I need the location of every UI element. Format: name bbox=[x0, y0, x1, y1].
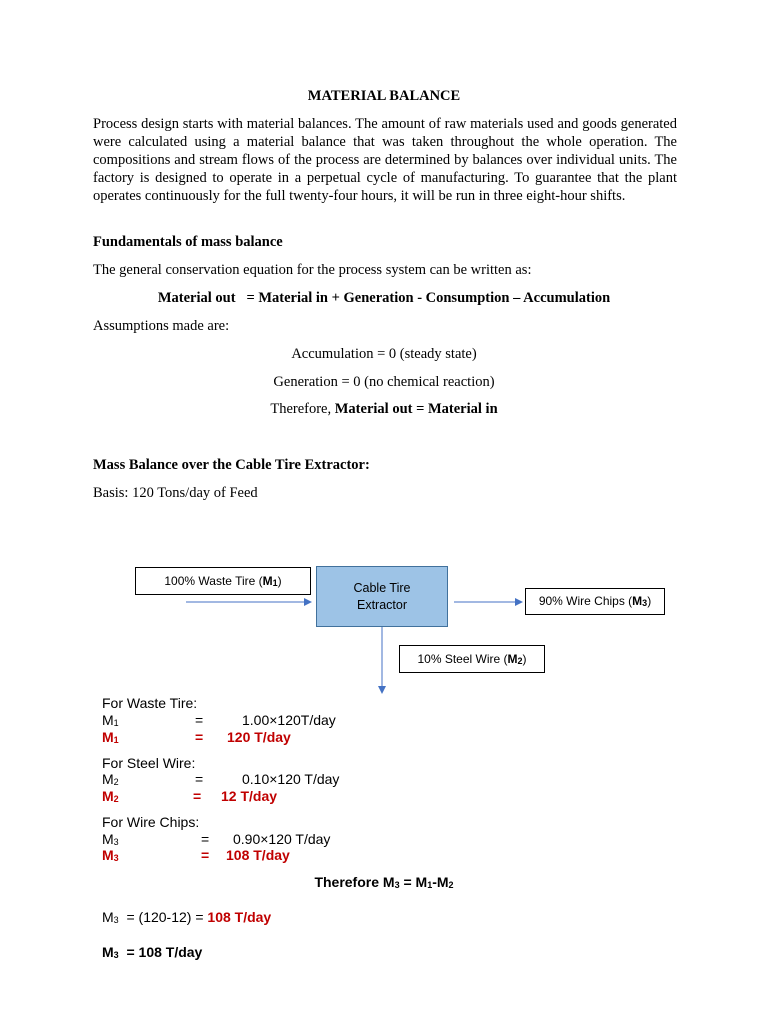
wire-chips-result-var: $M_3$ bbox=[102, 847, 119, 863]
basis-text: Basis: 120 Tons/day of Feed bbox=[93, 485, 258, 501]
wire-chips-var: $M_3$ bbox=[102, 831, 119, 847]
steel-wire-result-var: $M_2$ bbox=[102, 788, 119, 804]
steel-wire-var: $M_2$ bbox=[102, 771, 119, 787]
wire-chips-heading: For Wire Chips: bbox=[102, 814, 200, 830]
output1-var: $M_3$ bbox=[632, 594, 648, 608]
extractor-heading: Mass Balance over the Cable Tire Extractor: bbox=[93, 457, 370, 473]
waste-tire-expr: 1.00×120T/day bbox=[242, 712, 336, 728]
steel-wire-heading: For Steel Wire: bbox=[102, 755, 196, 771]
assumption-accumulation: Accumulation = 0 (steady state) bbox=[291, 346, 477, 362]
input-label: 100% Waste Tire ( bbox=[164, 574, 263, 588]
therefore-prefix: Therefore, bbox=[270, 401, 332, 417]
steel-wire-output-box: 10% Steel Wire $(M_2)$ bbox=[399, 645, 545, 673]
input-stream-box: 100% Waste Tire $(M_1)$ bbox=[135, 567, 311, 595]
wire-chips-expr: 0.90×120 T/day bbox=[233, 831, 331, 847]
wire-chips-output-box: 90% Wire Chips $(M_3)$ bbox=[525, 588, 665, 615]
waste-tire-result-eq: = bbox=[195, 729, 204, 745]
steel-wire-eq: = bbox=[195, 771, 204, 787]
input-var: $M_1$ bbox=[262, 574, 278, 588]
equation-lhs: Material out bbox=[157, 290, 236, 306]
fundamentals-heading: Fundamentals of mass balance bbox=[93, 234, 283, 250]
assumption-generation: Generation = 0 (no chemical reaction) bbox=[273, 374, 495, 390]
steel-wire-result-eq: = bbox=[193, 788, 202, 804]
m3-calculation: $M_3 = (120-12) = 108$ T/day bbox=[102, 909, 272, 925]
therefore-relation: Therefore $M_3 = M_1-M_2$ bbox=[314, 874, 454, 890]
waste-tire-eq: = bbox=[195, 712, 204, 728]
output2-label: 10% Steel Wire ( bbox=[417, 652, 508, 666]
m3-final: $M_3 = 108$ T/day bbox=[102, 944, 203, 960]
steel-wire-expr: 0.10×120 T/day bbox=[242, 771, 340, 787]
output2-var: $M_2$ bbox=[507, 652, 523, 666]
waste-tire-result-var: $M_1$ bbox=[102, 729, 119, 745]
wire-chips-result: 108 T/day bbox=[226, 847, 290, 863]
page-title: MATERIAL BALANCE bbox=[307, 88, 461, 104]
waste-tire-var: $M_1$ bbox=[102, 712, 119, 728]
therefore-bold: Material out = Material in bbox=[334, 401, 498, 417]
m3-calc-result: 108 T/day bbox=[207, 909, 272, 925]
waste-tire-heading: For Waste Tire: bbox=[102, 695, 198, 711]
intro-paragraph: Process design starts with material balances. The amount of raw materials used and goods generated were calculated using a material balance that was taken throughout the whole operation. The compositions and stream flows of the process are determined by balances over individual units. The factory is designed to operate in a perpetual cycle of manufacturing. To guarantee that the plant operates continuously for the full twenty-four hours, it will be run in three eight-hour shifts. bbox=[93, 116, 677, 204]
unit-label-line1: Cable Tire bbox=[353, 580, 411, 595]
equation-rhs: = Material in + Generation - Consumption – Accumulation bbox=[246, 290, 611, 306]
unit-label-line2: Extractor bbox=[356, 597, 407, 612]
wire-chips-eq: = bbox=[201, 831, 210, 847]
general-equation-intro: The general conservation equation for the process system can be written as: bbox=[93, 262, 532, 278]
steel-wire-result: 12 T/day bbox=[221, 788, 278, 804]
wire-chips-result-eq: = bbox=[201, 847, 210, 863]
assumptions-label: Assumptions made are: bbox=[93, 318, 230, 334]
output1-label: 90% Wire Chips ( bbox=[538, 594, 633, 608]
waste-tire-result: 120 T/day bbox=[227, 729, 291, 745]
